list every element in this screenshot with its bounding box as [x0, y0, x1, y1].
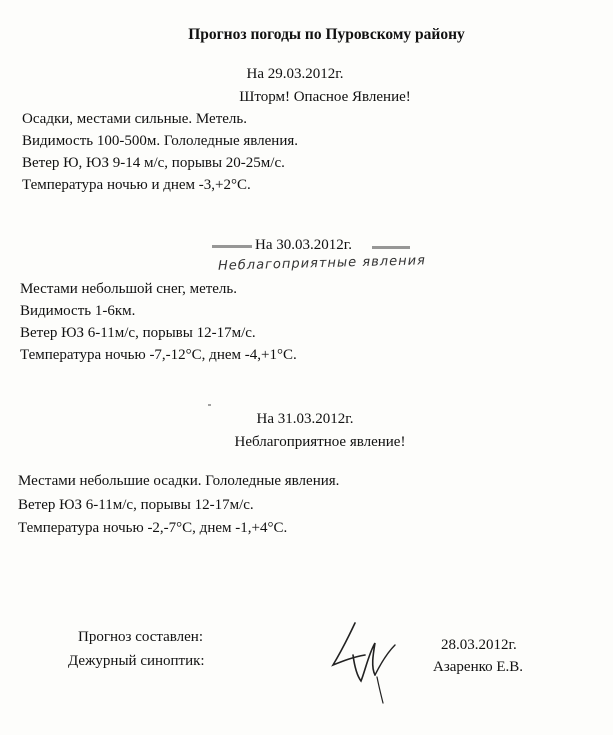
day1-line-1: Осадки, местами сильные. Метель.: [22, 111, 247, 127]
day2-date: На 30.03.2012г.: [255, 237, 352, 253]
day3-date: На 31.03.2012г.: [256, 411, 354, 427]
compiled-date: 28.03.2012г.: [441, 637, 517, 653]
forecaster-name: Азаренко Е.В.: [433, 659, 524, 675]
document-title: Прогноз погоды по Пуровскому району: [188, 26, 465, 43]
day1-line-2: Видимость 100-500м. Гололедные явления.: [22, 133, 299, 149]
day3-warning: Неблагоприятное явление!: [234, 434, 406, 450]
day3-line-3: Температура ночью -2,-7°С, днем -1,+4°С.: [18, 520, 288, 536]
scan-speck: [208, 404, 211, 406]
day3-line-2: Ветер ЮЗ 6-11м/с, порывы 12-17м/с.: [18, 497, 254, 513]
day1-warning: Шторм! Опасное Явление!: [239, 89, 411, 105]
signature: [325, 615, 415, 710]
day1-date: На 29.03.2012г.: [246, 66, 344, 82]
strike-mark: [212, 245, 252, 248]
day1-line-3: Ветер Ю, ЮЗ 9-14 м/с, порывы 20-25м/с.: [22, 155, 285, 171]
strike-mark: [372, 246, 410, 249]
day2-line-4: Температура ночью -7,-12°С, днем -4,+1°С.: [20, 347, 297, 363]
day3-line-1: Местами небольшие осадки. Гололедные явления.: [18, 473, 340, 489]
day1-line-4: Температура ночью и днем -3,+2°С.: [22, 177, 251, 193]
compiled-label: Прогноз составлен:: [78, 629, 203, 645]
handwritten-note: Неблагоприятные явления: [217, 253, 427, 274]
day2-line-2: Видимость 1-6км.: [20, 303, 136, 319]
day2-line-3: Ветер ЮЗ 6-11м/с, порывы 12-17м/с.: [20, 325, 256, 341]
day2-line-1: Местами небольшой снег, метель.: [20, 281, 238, 297]
duty-forecaster-label: Дежурный синоптик:: [68, 653, 205, 669]
